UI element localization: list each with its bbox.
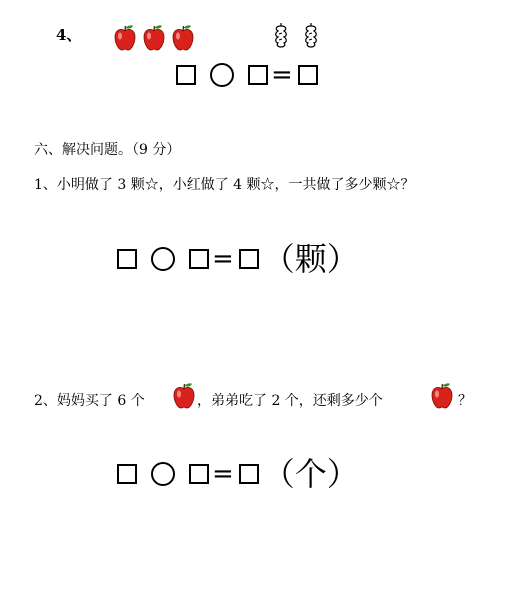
- answer-box[interactable]: [298, 65, 318, 85]
- question-1-equation: [117, 240, 359, 278]
- answer-box[interactable]: [239, 249, 259, 269]
- operator-circle[interactable]: [151, 462, 175, 486]
- equals-sign: =: [212, 244, 234, 274]
- operator-circle[interactable]: [151, 247, 175, 271]
- question-2-text-part3: ？: [458, 393, 472, 409]
- answer-box[interactable]: [176, 65, 196, 85]
- apple-icon: [172, 382, 196, 409]
- question-1-text: 1、小明做了 3 颗☆，小红做了 4 颗☆，一共做了多少颗☆？: [34, 177, 415, 193]
- question-4-equation: [176, 60, 318, 90]
- question-2-text-part2: ，弟弟吃了 2 个，还剩多少个: [197, 393, 383, 409]
- apple-icon: [171, 24, 195, 51]
- equals-sign: =: [271, 60, 293, 90]
- apple-core-icon: [271, 22, 291, 48]
- answer-box[interactable]: [117, 464, 137, 484]
- apple-icon: [113, 24, 137, 51]
- apple-icon: [430, 382, 454, 409]
- equals-sign: =: [212, 459, 234, 489]
- answer-box[interactable]: [189, 464, 209, 484]
- answer-box[interactable]: [189, 249, 209, 269]
- unit-label: （颗）: [262, 240, 359, 278]
- unit-label: （个）: [262, 455, 359, 493]
- question-2-equation: [117, 455, 359, 493]
- answer-box[interactable]: [248, 65, 268, 85]
- apple-core-icon: [301, 22, 321, 48]
- answer-box[interactable]: [239, 464, 259, 484]
- answer-box[interactable]: [117, 249, 137, 269]
- question-2-text-part1: 2、妈妈买了 6 个: [34, 393, 145, 409]
- question-4-number: 4、: [56, 26, 82, 44]
- apple-icon: [142, 24, 166, 51]
- section-title: 六、解决问题。（9 分）: [34, 142, 181, 158]
- operator-circle[interactable]: [210, 63, 234, 87]
